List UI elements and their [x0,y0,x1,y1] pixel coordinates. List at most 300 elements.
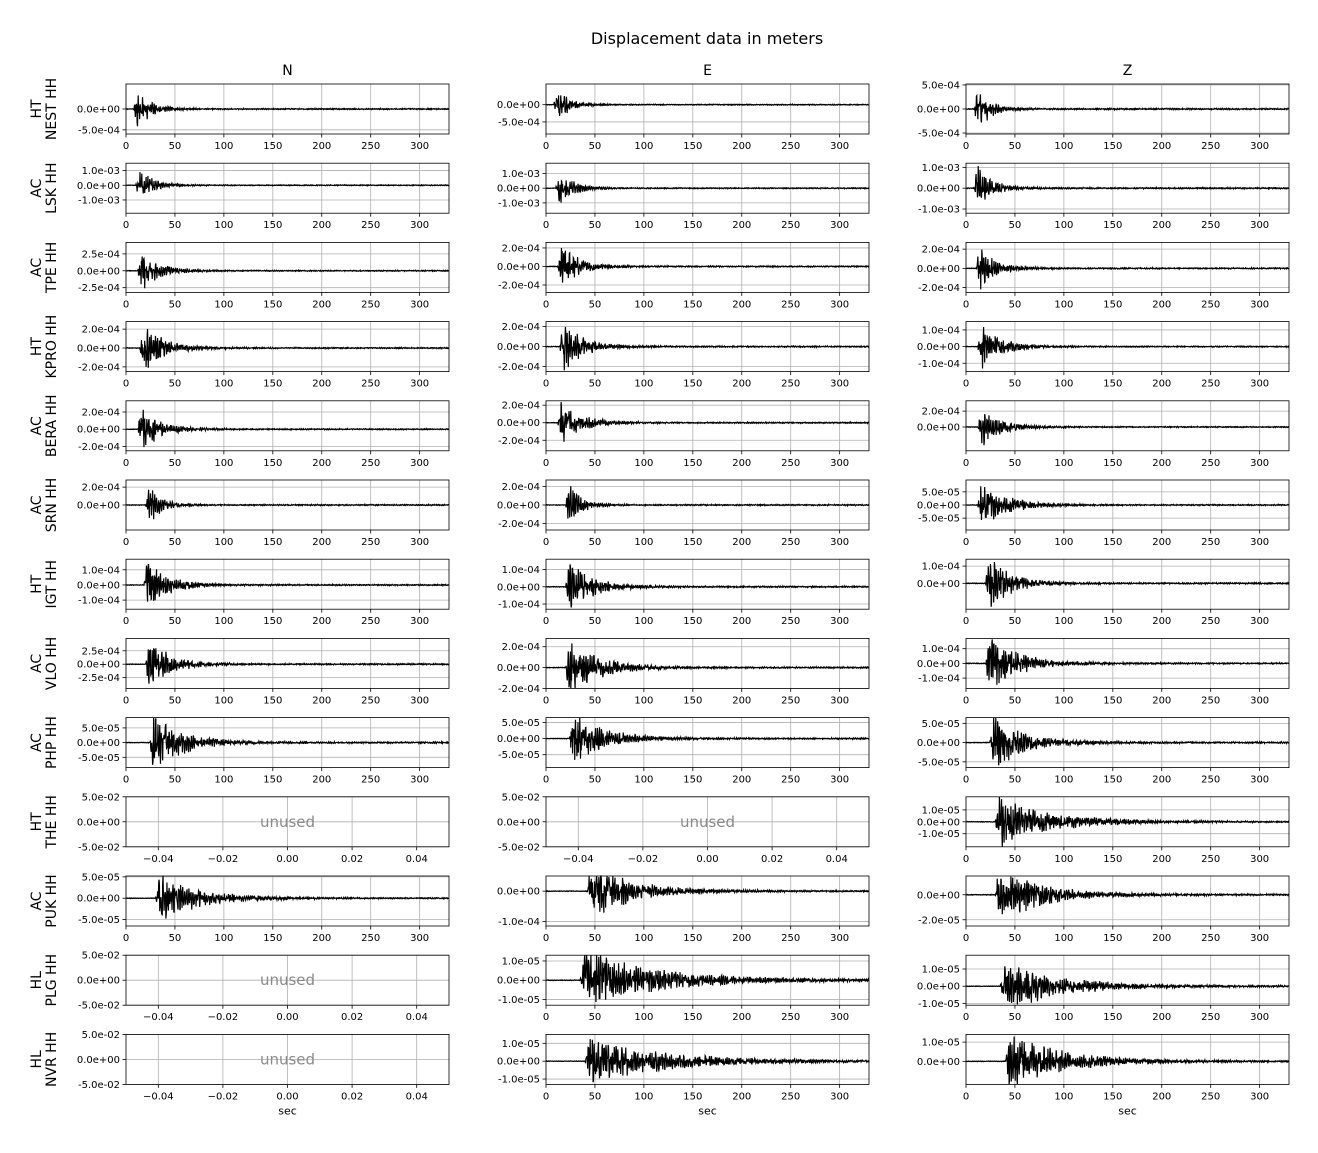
row-label [29,560,60,609]
x-tick-label: 50 [1008,299,1022,311]
x-tick-label: 0.02 [340,1091,364,1103]
row-network: AC [29,416,45,436]
x-tick-label: 250 [781,1012,801,1024]
row-network: HL [29,1050,45,1069]
x-tick-label: 0 [122,537,130,548]
y-tick-label: -5.0e-02 [78,1000,120,1012]
row-network: HT [29,812,45,832]
x-tick-label: 300 [830,695,850,707]
x-tick-label: 150 [683,1012,703,1024]
y-tick-label: 2.0e-04 [81,324,120,336]
x-tick-label: 200 [732,378,752,390]
panel-vlo-e [497,638,869,706]
x-tick-label: 0 [962,933,970,944]
row-station: PLG HH [44,953,60,1007]
x-axis-label: sec [698,1104,717,1118]
x-tick-label: 250 [781,141,801,152]
row-station: KPRO HH [44,314,60,379]
panel-lsk-e [497,163,869,231]
row-network: HL [29,971,45,990]
row-station: NVR HH [44,1031,60,1088]
x-tick-label: 200 [1152,616,1172,628]
x-tick-label: 100 [214,220,234,232]
waveform-line [966,797,1289,847]
x-tick-label: 0 [122,141,130,152]
row-label [29,637,60,690]
y-tick-label: 0.0e+00 [76,659,120,671]
x-tick-label: 50 [168,141,182,152]
x-tick-label: 250 [1201,1091,1221,1103]
y-tick-label: -1.0e-04 [918,673,960,685]
panel-plg-z [917,955,1289,1023]
x-tick-label: 200 [1152,537,1172,548]
waveform-line [966,877,1289,915]
row-label [29,478,60,533]
x-tick-label: 200 [732,1091,752,1103]
x-tick-label: 50 [588,299,602,311]
x-tick-label: 150 [1103,537,1123,548]
x-tick-label: 150 [263,141,283,152]
x-tick-label: 200 [732,220,752,232]
waveform-line [966,327,1289,368]
y-tick-label: 1.0e-03 [921,162,960,174]
x-tick-label: 150 [1103,141,1123,152]
x-tick-label: 300 [1250,616,1270,628]
x-tick-label: 300 [410,537,430,548]
y-tick-label: -2.0e-04 [78,441,120,453]
x-tick-label: 250 [361,616,381,628]
y-tick-label: 0.0e+00 [76,104,120,116]
x-tick-label: 50 [588,695,602,707]
x-tick-label: 300 [1250,1012,1270,1024]
y-tick-label: -2.5e-04 [78,673,120,685]
x-tick-label: 0 [122,933,130,944]
x-tick-label: 150 [683,220,703,232]
y-tick-label: -1.0e-04 [498,916,540,928]
x-tick-label: 200 [732,695,752,707]
panel-plg-n [77,951,449,1024]
panel-nvr-z [917,1034,1289,1102]
x-tick-label: 250 [1201,695,1221,707]
x-tick-label: 300 [410,220,430,232]
x-tick-label: 50 [588,537,602,548]
x-tick-label: 150 [1103,378,1123,390]
x-tick-label: 100 [1054,853,1074,865]
panel-plg-e [497,955,869,1023]
panel-nvr-e [497,1034,869,1102]
x-tick-label: 300 [830,299,850,311]
row-network: AC [29,891,45,911]
waveform-line [966,166,1289,200]
x-tick-label: 150 [1103,616,1123,628]
y-tick-label: 0.0e+00 [76,893,120,905]
panel-grid [29,63,1289,1117]
waveform-line [126,490,449,520]
x-tick-label: 200 [1152,457,1172,469]
x-tick-label: 150 [1103,1091,1123,1103]
x-tick-label: 0 [962,774,970,786]
y-tick-label: 1.0e-05 [501,956,540,968]
x-tick-label: 150 [683,695,703,707]
x-axis-label: sec [278,1104,297,1118]
row-label [29,394,60,457]
y-tick-label: -2.0e-04 [918,283,960,295]
waveform-line [966,718,1289,766]
row-network: HT [29,574,45,594]
x-tick-label: 0.04 [405,853,428,865]
waveform-line [966,250,1289,290]
x-tick-label: 200 [312,299,332,311]
y-tick-label: -2.0e-04 [78,362,120,374]
x-tick-label: 50 [1008,537,1022,548]
y-tick-label: -1.0e-05 [918,829,960,841]
x-tick-label: 250 [781,1091,801,1103]
panel-the-z [917,797,1289,865]
x-tick-label: 200 [1152,933,1172,944]
x-tick-label: 0.02 [760,853,784,865]
x-tick-label: 200 [312,141,332,152]
y-tick-label: -5.0e-05 [78,752,120,764]
x-tick-label: 0 [542,220,550,232]
x-tick-label: 150 [683,774,703,786]
y-tick-label: 5.0e-05 [921,487,960,499]
x-tick-label: 50 [588,1012,602,1024]
x-tick-label: 50 [1008,1091,1022,1103]
x-tick-label: 150 [683,299,703,311]
x-tick-label: 150 [263,220,283,232]
y-tick-label: -2.5e-04 [78,283,120,295]
waveform-line [126,95,449,126]
row-network: AC [29,733,45,753]
x-tick-label: 300 [830,537,850,548]
x-tick-label: 0 [962,853,970,865]
panel-igt-e [497,559,869,627]
x-tick-label: 250 [361,141,381,152]
y-tick-label: -5.0e-05 [918,757,960,769]
x-tick-label: 250 [781,220,801,232]
x-tick-label: 200 [732,299,752,311]
y-tick-label: 0.0e+00 [916,263,960,275]
x-tick-label: 200 [312,457,332,469]
waveform-line [966,94,1289,122]
panel-nest-n [77,84,449,152]
x-tick-label: 100 [1054,457,1074,469]
y-tick-label: 0.0e+00 [496,342,540,354]
x-tick-label: 200 [1152,299,1172,311]
row-station: PUK HH [44,874,60,928]
panel-tpe-e [497,242,869,310]
x-tick-label: −0.02 [207,853,239,865]
y-tick-label: 5.0e-05 [921,718,960,730]
x-tick-label: 0.02 [340,853,364,865]
x-tick-label: 200 [732,457,752,469]
x-tick-label: 250 [361,378,381,390]
x-tick-label: 0 [122,220,130,232]
unused-label: unused [259,971,316,990]
row-label [29,163,60,214]
x-tick-label: 100 [214,616,234,628]
x-tick-label: 0 [122,378,130,390]
x-tick-label: 300 [410,774,430,786]
y-tick-label: 0.0e+00 [916,422,960,434]
y-tick-label: 1.0e-05 [921,805,960,817]
x-tick-label: 0 [542,537,550,548]
x-tick-label: 100 [634,141,654,152]
y-tick-label: -1.0e-04 [78,595,120,607]
y-tick-label: 1.0e-03 [501,168,540,180]
x-tick-label: 0 [542,774,550,786]
y-tick-label: -5.0e-02 [78,1079,120,1091]
y-tick-label: 0.0e+00 [76,343,120,355]
y-tick-label: 0.0e+00 [496,663,540,675]
x-tick-label: 300 [1250,933,1270,944]
x-tick-label: 0 [962,1091,970,1103]
y-tick-label: 1.0e-04 [501,565,540,577]
x-tick-label: 50 [1008,933,1022,944]
y-tick-label: 2.5e-04 [81,249,120,261]
y-tick-label: 2.0e-04 [81,407,120,419]
x-tick-label: 50 [588,220,602,232]
waveform-line [126,329,449,368]
x-tick-label: 150 [263,616,283,628]
y-tick-label: 0.0e+00 [496,975,540,987]
panel-php-n [77,718,449,786]
waveform-line [966,562,1289,607]
x-tick-label: 0.04 [825,853,848,865]
x-tick-label: 100 [634,616,654,628]
y-tick-label: 0.0e+00 [76,580,120,592]
x-tick-label: 250 [361,299,381,311]
y-tick-label: 0.0e+00 [76,817,120,829]
x-tick-label: 0 [542,616,550,628]
y-tick-label: -5.0e-04 [918,128,960,140]
panel-php-z [917,718,1289,786]
x-tick-label: 300 [410,933,430,944]
x-tick-label: 100 [634,220,654,232]
x-tick-label: 150 [263,933,283,944]
x-tick-label: 300 [830,774,850,786]
x-tick-label: 200 [1152,774,1172,786]
x-tick-label: 0 [542,457,550,469]
panel-igt-z [917,559,1289,627]
x-tick-label: 250 [1201,299,1221,311]
y-tick-label: 5.0e-04 [921,80,960,92]
x-tick-label: 300 [410,457,430,469]
x-tick-label: 250 [361,220,381,232]
x-tick-label: 0 [122,299,130,311]
x-tick-label: −0.04 [142,1091,174,1103]
x-tick-label: 50 [168,537,182,548]
y-tick-label: 0.0e+00 [916,342,960,354]
column-title-z: Z [1122,63,1133,79]
y-tick-label: 2.0e-04 [501,642,540,654]
waveform-line [546,876,869,913]
x-tick-label: 250 [361,457,381,469]
y-tick-label: 0.0e+00 [496,817,540,829]
y-tick-label: -1.0e-05 [498,994,540,1006]
y-tick-label: 0.0e+00 [496,582,540,594]
x-tick-label: 250 [1201,1012,1221,1024]
y-tick-label: -5.0e-05 [918,513,960,525]
x-tick-label: 0 [542,933,550,944]
x-tick-label: 50 [1008,457,1022,469]
y-tick-label: -1.0e-05 [498,1074,540,1086]
y-tick-label: -5.0e-04 [78,125,120,137]
y-tick-label: 2.5e-04 [81,646,120,658]
panel-vlo-n [77,638,449,706]
x-tick-label: 50 [168,616,182,628]
y-tick-label: 1.0e-04 [81,565,120,577]
x-tick-label: 50 [168,774,182,786]
panel-bera-n [77,401,449,469]
x-tick-label: 0 [542,378,550,390]
y-tick-label: 0.0e+00 [496,261,540,273]
y-tick-label: 1.0e-05 [921,1037,960,1049]
x-tick-label: −0.02 [207,1012,239,1024]
x-tick-label: 200 [1152,695,1172,707]
unused-label: unused [679,812,736,831]
x-tick-label: 300 [410,141,430,152]
row-station: PHP HH [44,716,60,770]
y-tick-label: 2.0e-04 [501,400,540,412]
x-tick-label: −0.02 [207,1091,239,1103]
x-tick-label: 0 [962,537,970,548]
x-tick-label: 100 [214,774,234,786]
x-tick-label: 50 [168,299,182,311]
y-tick-label: 0.0e+00 [496,500,540,512]
x-tick-label: 300 [410,299,430,311]
x-tick-label: 100 [1054,299,1074,311]
y-tick-label: 0.0e+00 [76,975,120,987]
y-tick-label: -5.0e-04 [498,117,540,129]
x-tick-label: 50 [168,933,182,944]
y-tick-label: 5.0e-05 [501,717,540,729]
row-label [29,716,60,769]
y-tick-label: -2.0e-04 [498,683,540,695]
panel-bera-e [497,401,869,469]
x-tick-label: 50 [588,933,602,944]
panel-srn-z [917,480,1289,548]
x-tick-label: 0 [122,616,130,628]
waveform-line [546,1039,869,1082]
y-tick-label: -1.0e-04 [498,599,540,611]
x-tick-label: 250 [781,695,801,707]
y-tick-label: -5.0e-02 [498,842,540,854]
x-tick-label: 0 [542,1012,550,1024]
waveform-line [546,486,869,518]
x-tick-label: 150 [263,457,283,469]
x-tick-label: 0 [962,220,970,232]
x-tick-label: 150 [1103,695,1123,707]
row-station: IGT HH [44,559,60,609]
y-tick-label: 2.0e-04 [921,406,960,418]
waveform-line [966,966,1289,1004]
y-tick-label: 0.0e+00 [496,100,540,112]
panel-nest-e [497,84,869,152]
x-tick-label: 300 [830,933,850,944]
row-label [29,954,60,1007]
x-tick-label: 150 [263,695,283,707]
y-tick-label: -1.0e-04 [918,358,960,370]
y-tick-label: -2.0e-04 [498,519,540,531]
y-tick-label: 5.0e-05 [81,872,120,884]
x-tick-label: 300 [1250,378,1270,390]
x-tick-label: 300 [1250,853,1270,865]
waveform-line [126,648,449,683]
panel-the-e [497,792,869,865]
x-tick-label: 50 [1008,1012,1022,1024]
row-label [29,1032,60,1087]
y-tick-label: -2.0e-04 [498,435,540,447]
x-tick-label: 50 [168,457,182,469]
x-tick-label: 100 [1054,1012,1074,1024]
x-tick-label: 300 [1250,299,1270,311]
x-tick-label: 150 [683,537,703,548]
x-tick-label: 250 [1201,933,1221,944]
x-tick-label: 50 [1008,378,1022,390]
x-tick-label: 150 [683,141,703,152]
x-tick-label: 300 [1250,220,1270,232]
waveform-line [966,486,1289,520]
x-tick-label: 150 [683,457,703,469]
row-network: AC [29,257,45,277]
x-tick-label: 50 [1008,774,1022,786]
x-tick-label: 100 [214,457,234,469]
panel-nest-z [917,80,1289,152]
x-tick-label: 200 [312,933,332,944]
y-tick-label: 0.0e+00 [916,578,960,590]
x-tick-label: 0 [962,695,970,707]
x-tick-label: 0 [962,1012,970,1024]
x-tick-label: 200 [732,616,752,628]
panel-nvr-n [77,1030,449,1103]
x-tick-label: 100 [634,1012,654,1024]
y-tick-label: 0.0e+00 [496,418,540,430]
x-tick-label: 250 [361,537,381,548]
x-tick-label: 250 [781,299,801,311]
y-tick-label: 5.0e-02 [81,792,120,804]
panel-the-n [77,792,449,865]
x-tick-label: 200 [312,616,332,628]
x-tick-label: 150 [263,299,283,311]
row-network: AC [29,178,45,198]
x-tick-label: 100 [634,933,654,944]
waveform-line [546,402,869,442]
x-tick-label: 200 [732,1012,752,1024]
x-tick-label: 50 [588,616,602,628]
panel-frame [126,401,449,451]
x-tick-label: 100 [634,1091,654,1103]
x-tick-label: 200 [312,774,332,786]
x-tick-label: 200 [312,220,332,232]
y-tick-label: 2.0e-04 [81,482,120,494]
x-tick-label: 50 [588,1091,602,1103]
row-station: THE HH [44,795,60,849]
x-tick-label: 0 [122,457,130,469]
x-tick-label: 0.04 [405,1091,428,1103]
y-tick-label: 0.0e+00 [916,981,960,993]
x-tick-label: 200 [312,537,332,548]
x-tick-label: 300 [1250,457,1270,469]
column-title-n: N [282,63,293,79]
x-tick-label: 0 [542,299,550,311]
row-label [29,242,60,294]
x-tick-label: 50 [1008,695,1022,707]
x-tick-label: 50 [588,141,602,152]
x-tick-label: 200 [1152,853,1172,865]
x-tick-label: 0 [962,299,970,311]
x-tick-label: 0.04 [405,1012,428,1024]
